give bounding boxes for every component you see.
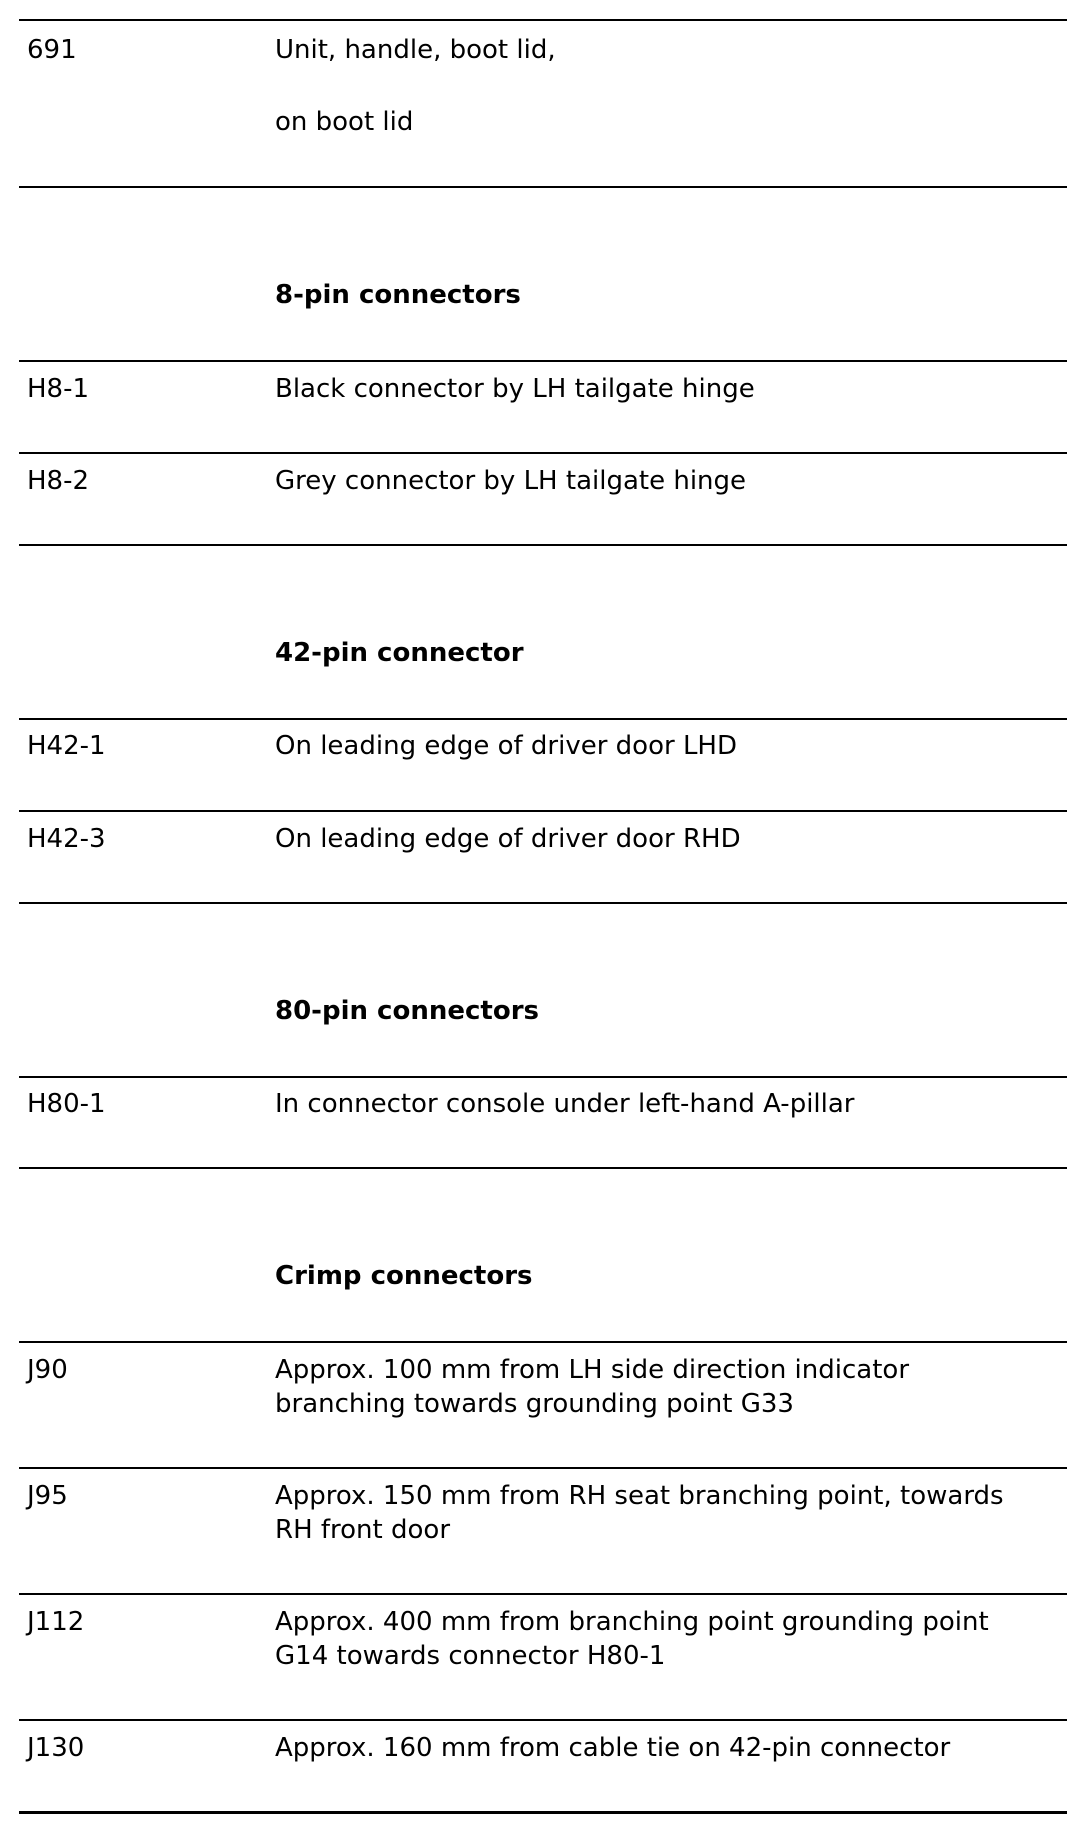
connector-description: Approx. 400 mm from branching point grounding point <box>275 1607 989 1637</box>
connector-description: on boot lid <box>275 107 414 137</box>
connector-description: RH front door <box>275 1515 451 1545</box>
table-rule <box>19 810 1067 812</box>
connector-code: J95 <box>27 1481 68 1511</box>
connector-code: J112 <box>27 1607 85 1637</box>
connector-code: 691 <box>27 35 77 65</box>
connector-description: On leading edge of driver door LHD <box>275 731 738 761</box>
table-rule <box>19 186 1067 188</box>
connector-description: On leading edge of driver door RHD <box>275 824 741 854</box>
table-rule <box>19 1167 1067 1169</box>
table-rule <box>19 1593 1067 1595</box>
table-rule <box>19 544 1067 546</box>
connector-code: J130 <box>27 1733 85 1763</box>
section-heading-80-pin: 80-pin connectors <box>275 996 539 1026</box>
table-rule <box>19 902 1067 904</box>
table-rule <box>19 1467 1067 1469</box>
connector-description: branching towards grounding point G33 <box>275 1389 794 1419</box>
connector-description: In connector console under left-hand A-pillar <box>275 1089 855 1119</box>
table-rule <box>19 1341 1067 1343</box>
table-rule <box>19 1076 1067 1078</box>
connector-description: Approx. 100 mm from LH side direction indicator <box>275 1355 910 1385</box>
connector-code: H8-2 <box>27 466 90 496</box>
connector-description: Approx. 150 mm from RH seat branching point, towards <box>275 1481 1004 1511</box>
connector-description: Unit, handle, boot lid, <box>275 35 556 65</box>
connector-code: H80-1 <box>27 1089 106 1119</box>
section-heading-crimp: Crimp connectors <box>275 1261 533 1291</box>
connector-description: Black connector by LH tailgate hinge <box>275 374 755 404</box>
connector-description: Approx. 160 mm from cable tie on 42-pin connector <box>275 1733 951 1763</box>
section-heading-42-pin: 42-pin connector <box>275 638 524 668</box>
table-rule <box>19 452 1067 454</box>
table-rule <box>19 19 1067 21</box>
connector-code: J90 <box>27 1355 68 1385</box>
connector-code: H8-1 <box>27 374 90 404</box>
table-rule <box>19 360 1067 362</box>
connector-code: H42-3 <box>27 824 106 854</box>
table-rule <box>19 1719 1067 1721</box>
connector-code: H42-1 <box>27 731 106 761</box>
connector-description: G14 towards connector H80-1 <box>275 1641 666 1671</box>
table-rule <box>19 1811 1067 1814</box>
section-heading-8-pin: 8-pin connectors <box>275 280 521 310</box>
table-rule <box>19 718 1067 720</box>
connector-description: Grey connector by LH tailgate hinge <box>275 466 747 496</box>
